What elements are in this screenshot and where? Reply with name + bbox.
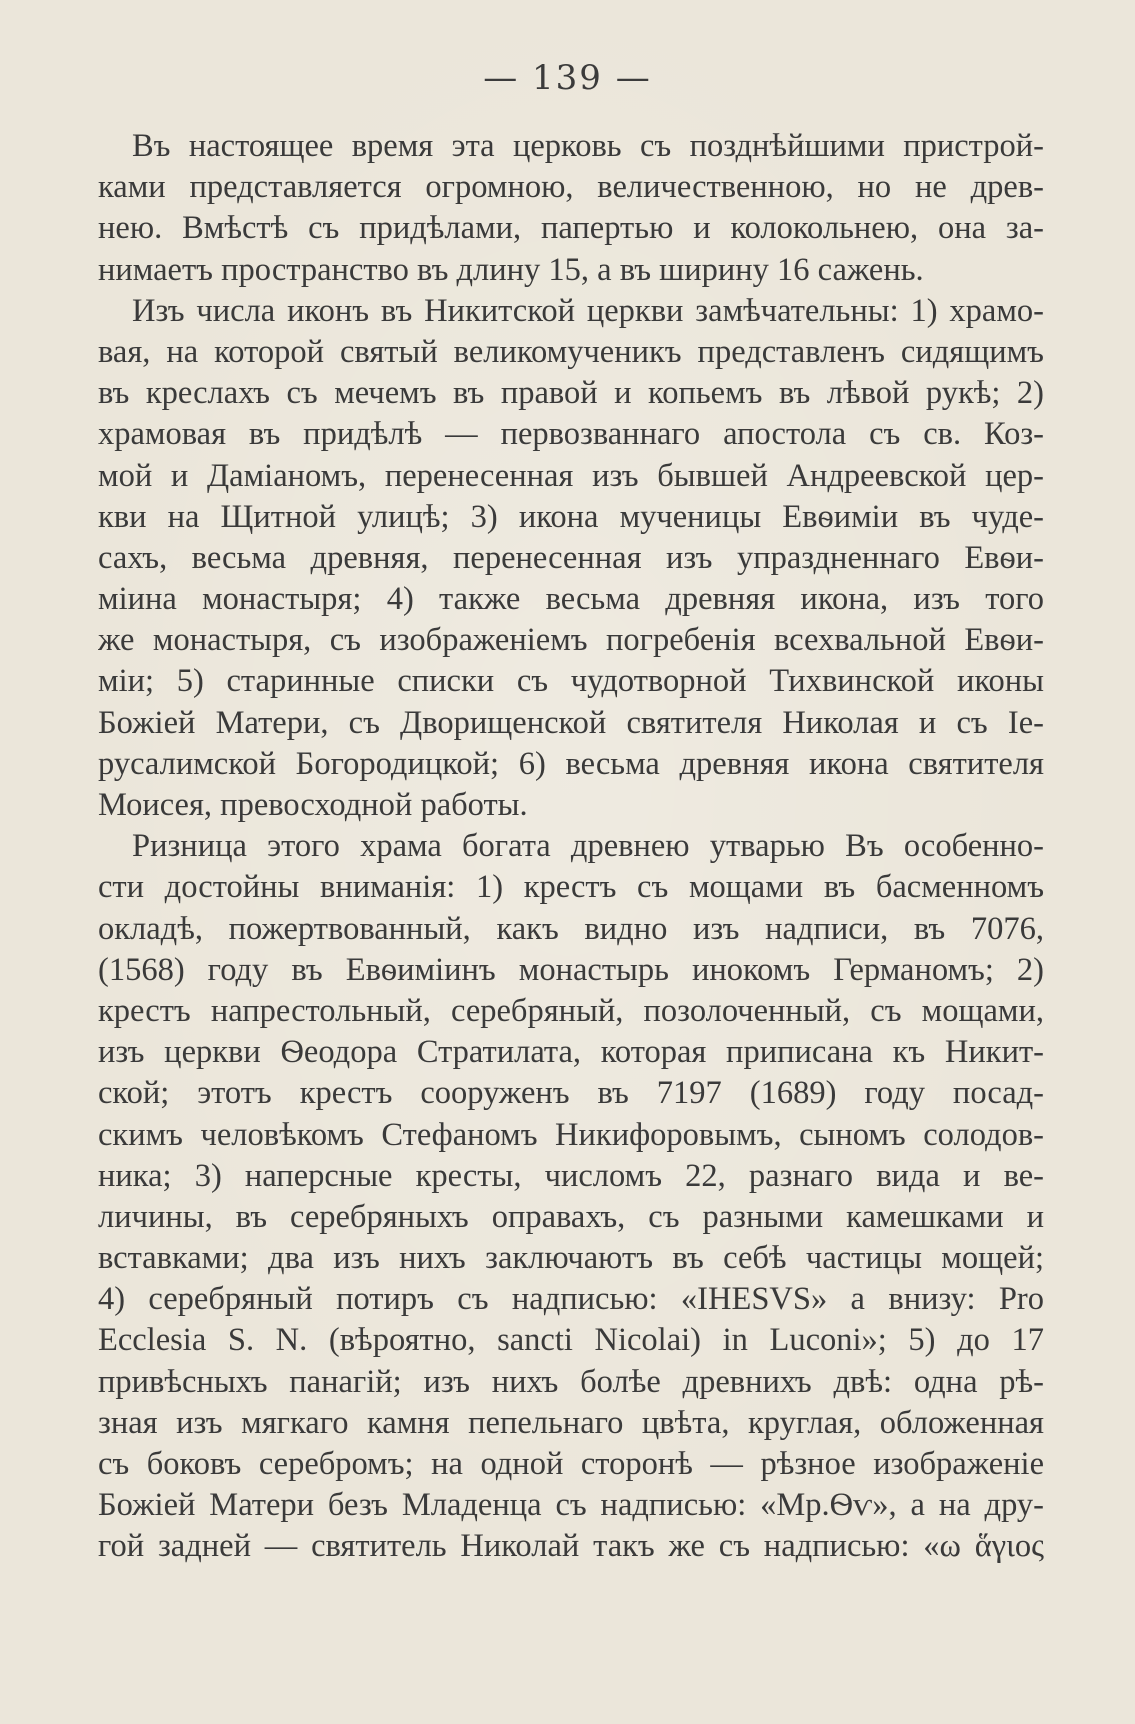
text-line: съ боковъ серебромъ; на одной сторонѣ — рѣзное изображеніе <box>98 1446 1044 1482</box>
text-line: сти достойны вниманія: 1) крестъ съ мощами въ басменномъ <box>98 869 1044 906</box>
text-line: міина монастыря; 4) также весьма древняя икона, изъ того <box>98 581 1044 618</box>
text-line: мой и Даміаномъ, перенесенная изъ бывшей Андреевской цер- <box>98 457 1044 494</box>
text-line: зная изъ мягкаго камня пепельнаго цвѣта, круглая, обложенная <box>98 1404 1044 1441</box>
text-line: (1568) году въ Евѳиміинъ монастырь инокомъ Германомъ; 2) <box>98 951 1044 988</box>
text-line: личины, въ серебряныхъ оправахъ, съ разными камешками и <box>98 1198 1044 1235</box>
text-line: русалимской Богородицкой; 6) весьма древняя икона святителя <box>98 745 1044 782</box>
text-line: міи; 5) старинные списки съ чудотворной Тихвинской иконы <box>98 663 1044 700</box>
text-line: Въ настоящее время эта церковь съ позднѣйшими пристрой- <box>132 128 1044 164</box>
text-line: въ креслахъ съ мечемъ въ правой и копьемъ въ лѣвой рукѣ; 2) <box>98 375 1044 412</box>
page-number: — 139 — <box>483 58 652 98</box>
text-line: вая, на которой святый великомученикъ представленъ сидящимъ <box>98 333 1044 370</box>
body-text <box>98 126 1044 1568</box>
text-line: храмовая въ придѣлѣ — первозваннаго апостола съ св. Коз- <box>98 416 1044 453</box>
text-line: Ризница этого храма богата древнею утварью Въ особенно- <box>132 828 1044 865</box>
text-line: вставками; два изъ нихъ заключаютъ въ себѣ частицы мощей; <box>98 1240 1044 1277</box>
text-line: Ecclesia S. N. (вѣроятно, sancti Nicolai) in Luconi»; 5) до 17 <box>98 1322 1044 1359</box>
text-line: окладѣ, пожертвованный, какъ видно изъ надписи, въ 7076, <box>98 910 1044 947</box>
text-line: ками представляется огромною, величественною, но не древ- <box>98 169 1044 206</box>
text-line: ника; 3) наперсные кресты, числомъ 22, разнаго вида и ве- <box>98 1157 1044 1194</box>
text-line: нимаетъ пространство въ длину 15, а въ ширину 16 сажень. <box>98 251 924 288</box>
text-line: 4) серебряный потиръ съ надписью: «IHESVS» а внизу: Pro <box>98 1281 1044 1318</box>
text-line: кви на Щитной улицѣ; 3) икона мученицы Евѳиміи въ чуде- <box>98 498 1044 535</box>
text-line: изъ церкви Ѳеодора Стратилата, которая приписана къ Никит- <box>98 1034 1044 1071</box>
text-line: Божіей Матери, съ Дворищенской святителя Николая и съ Іе- <box>98 704 1044 741</box>
text-line: Изъ числа иконъ въ Никитской церкви замѣчательны: 1) храмо- <box>132 292 1044 329</box>
text-line: Божіей Матери безъ Младенца съ надписью: «Мр.Ѳѵ», а на дру- <box>98 1487 1044 1524</box>
text-line: сахъ, весьма древняя, перенесенная изъ упраздненнаго Евѳи- <box>98 539 1044 576</box>
text-line: крестъ напрестольный, серебряный, позолоченный, съ мощами, <box>98 992 1044 1029</box>
text-line: Моисея, превосходной работы. <box>98 787 528 823</box>
text-line: ской; этотъ крестъ сооруженъ въ 7197 (1689) году посад- <box>98 1075 1044 1112</box>
text-line: привѣсныхъ панагій; изъ нихъ болѣе древнихъ двѣ: одна рѣ- <box>98 1363 1044 1400</box>
text-line: гой задней — святитель Николай такъ же съ надписью: «ω ἅγιος <box>98 1528 1044 1565</box>
text-line: нею. Вмѣстѣ съ придѣлами, папертью и колокольнею, она за- <box>98 210 1044 247</box>
text-line: же монастыря, съ изображеніемъ погребенія всехвальной Евѳи- <box>98 622 1044 659</box>
text-line: скимъ человѣкомъ Стефаномъ Никифоровымъ, сыномъ солодов- <box>98 1116 1044 1153</box>
